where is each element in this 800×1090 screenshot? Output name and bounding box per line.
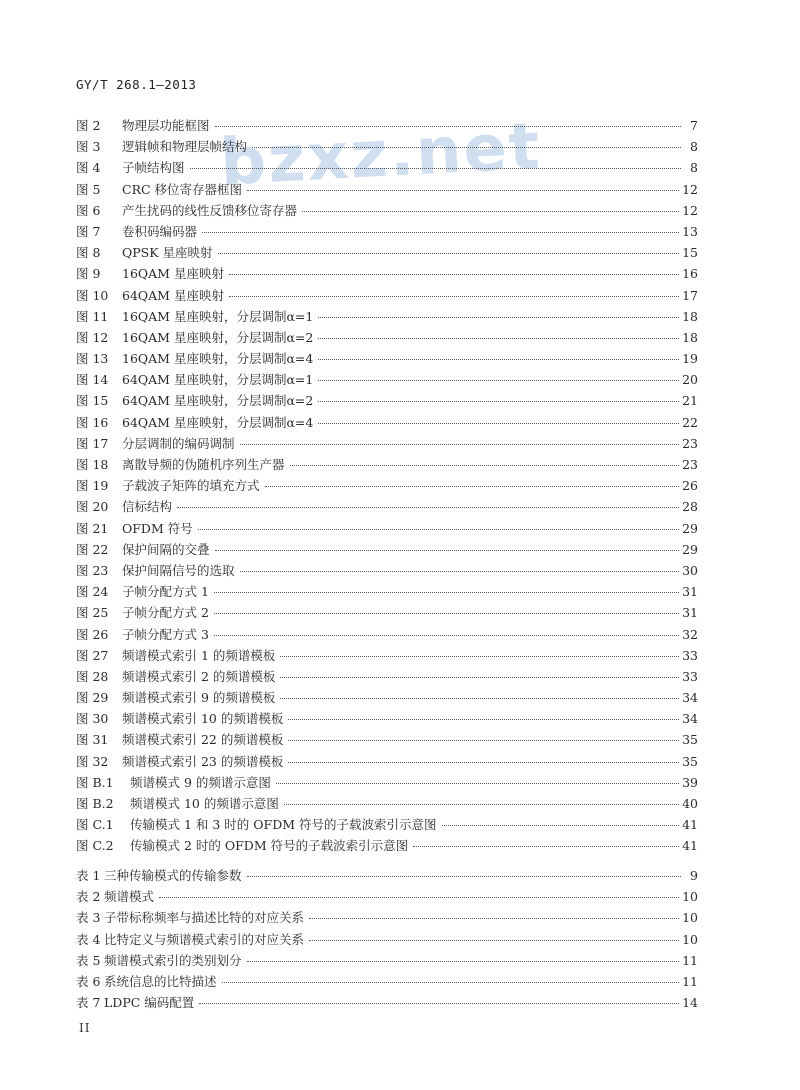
entry-page: 11	[682, 973, 698, 989]
figure-entry[interactable]	[76, 794, 698, 815]
dot-leader	[309, 939, 679, 941]
entry-page: 12	[682, 181, 698, 197]
entry-title: 子载波子矩阵的填充方式	[122, 478, 260, 494]
figure-entry[interactable]	[76, 222, 698, 243]
figure-entry[interactable]	[76, 286, 698, 307]
dot-leader	[222, 981, 680, 983]
dot-leader	[190, 167, 681, 169]
entry-title: 频谱模式索引的类别划分	[104, 952, 242, 968]
entry-title: 分层调制的编码调制	[122, 435, 235, 451]
entry-title: 物理层功能框图	[122, 118, 210, 133]
entry-title: 16QAM 星座映射，分层调制α=2	[122, 329, 314, 345]
dot-leader	[276, 782, 679, 784]
entry-number: 图 3	[76, 139, 101, 155]
figure-entry[interactable]	[76, 413, 698, 434]
entry-page: 8	[690, 139, 698, 155]
watermark: bzxz.net	[218, 109, 544, 201]
figure-entry[interactable]	[76, 646, 698, 667]
entry-title: CRC 移位寄存器框图	[122, 181, 243, 197]
entry-number: 图 4	[76, 160, 101, 176]
dot-leader	[302, 210, 679, 212]
entry-title: 16QAM 星座映射，分层调制α=4	[122, 351, 314, 367]
dot-leader	[252, 146, 681, 148]
dot-leader	[318, 358, 679, 360]
entry-title: 离散导频的伪随机序列生产器	[122, 457, 285, 472]
entry-title: 16QAM 星座映射	[122, 266, 224, 282]
entry-page: 9	[690, 868, 698, 883]
dot-leader	[318, 337, 679, 339]
entry-page: 34	[682, 690, 698, 706]
dot-leader	[218, 252, 680, 254]
dot-leader	[290, 464, 680, 466]
dot-leader	[215, 125, 681, 127]
entry-page: 21	[682, 393, 698, 409]
document-code: GY/T 268.1—2013	[76, 77, 197, 92]
entry-title: 频谱模式索引 1 的频谱模板	[122, 647, 276, 663]
entry-page: 10	[682, 889, 698, 905]
entry-number: 图 22	[76, 541, 109, 557]
entry-title: 保护间隔的交叠	[122, 541, 210, 557]
entry-number: 图 23	[76, 562, 109, 578]
figure-entry[interactable]	[76, 434, 698, 455]
entry-page: 23	[682, 457, 698, 472]
entry-number: 图 16	[76, 414, 109, 430]
entry-page: 34	[682, 711, 698, 727]
entry-number: 图 28	[76, 668, 109, 684]
entry-page: 33	[682, 647, 698, 663]
entry-title: 频谱模式索引 22 的频谱模板	[122, 732, 284, 748]
entry-number: 表 7	[76, 995, 101, 1011]
dot-leader	[247, 960, 680, 962]
dot-leader	[199, 1002, 679, 1004]
table-entry[interactable]	[76, 972, 698, 993]
dot-leader	[202, 231, 679, 233]
dot-leader	[280, 697, 679, 699]
entry-title: 子帧分配方式 3	[122, 626, 209, 642]
dot-leader	[265, 485, 680, 487]
table-entry[interactable]	[76, 866, 698, 887]
entry-title: 子帧分配方式 2	[122, 605, 209, 621]
table-entry[interactable]	[76, 908, 698, 929]
entry-title: 频谱模式索引 10 的频谱模板	[122, 711, 284, 727]
entry-page: 41	[682, 817, 698, 833]
entry-page: 40	[682, 796, 698, 811]
entry-title: 频谱模式索引 2 的频谱模板	[122, 668, 276, 684]
entry-number: 表 3	[76, 910, 101, 926]
entry-title: 系统信息的比特描述	[104, 973, 217, 989]
entry-title: LDPC 编码配置	[104, 995, 195, 1011]
entry-page: 19	[682, 351, 698, 367]
entry-title: 逻辑帧和物理层帧结构	[122, 139, 248, 155]
table-entry[interactable]	[76, 930, 698, 951]
entry-page: 30	[682, 562, 698, 578]
page-number: II	[79, 1021, 91, 1035]
entry-number: 图 10	[76, 287, 109, 303]
dot-leader	[280, 655, 679, 657]
table-list	[76, 866, 698, 1014]
entry-title: 频谱模式 10 的频谱示意图	[130, 796, 279, 811]
entry-number: 图 7	[76, 223, 101, 239]
figure-entry[interactable]	[76, 582, 698, 603]
entry-number: 图 25	[76, 605, 109, 621]
entry-title: 子帧结构图	[122, 160, 185, 176]
entry-title: 64QAM 星座映射，分层调制α=1	[122, 372, 314, 388]
figure-entry[interactable]	[76, 370, 698, 391]
figure-entry[interactable]	[76, 137, 698, 158]
figure-entry[interactable]	[76, 815, 698, 836]
entry-title: 传输模式 2 时的 OFDM 符号的子载波索引示意图	[130, 838, 409, 854]
entry-page: 33	[682, 668, 698, 684]
entry-page: 22	[682, 414, 698, 430]
dot-leader	[318, 400, 679, 402]
entry-number: 图 8	[76, 245, 101, 261]
figure-entry[interactable]	[76, 561, 698, 582]
entry-number: 图 19	[76, 478, 109, 494]
entry-number: 表 4	[76, 931, 101, 947]
entry-page: 16	[682, 266, 698, 282]
entry-number: 图 6	[76, 202, 101, 218]
entry-number: 图 2	[76, 118, 101, 133]
entry-number: 图 32	[76, 753, 109, 769]
entry-page: 10	[682, 931, 698, 947]
entry-number: 图 24	[76, 584, 109, 600]
dot-leader	[229, 273, 679, 275]
entry-number: 图 31	[76, 732, 109, 748]
entry-number: 图 15	[76, 393, 109, 409]
entry-title: 卷积码编码器	[122, 223, 198, 239]
entry-title: 16QAM 星座映射，分层调制α=1	[122, 308, 314, 324]
entry-number: 图 26	[76, 626, 109, 642]
entry-page: 29	[682, 520, 698, 536]
entry-title: 子帧分配方式 1	[122, 584, 209, 600]
dot-leader	[318, 422, 679, 424]
entry-title: 子带标称频率与描述比特的对应关系	[104, 910, 305, 926]
entry-title: 频谱模式索引 23 的频谱模板	[122, 753, 284, 769]
dot-leader	[229, 295, 679, 297]
entry-number: 图 30	[76, 711, 109, 727]
figure-entry[interactable]	[76, 116, 698, 137]
entry-page: 12	[682, 202, 698, 218]
entry-page: 17	[682, 287, 698, 303]
entry-number: 图 27	[76, 647, 109, 663]
figure-entry[interactable]	[76, 476, 698, 497]
table-entry[interactable]	[76, 951, 698, 972]
figure-entry[interactable]	[76, 243, 698, 264]
entry-title: 保护间隔信号的选取	[122, 562, 235, 578]
figure-entry[interactable]	[76, 264, 698, 285]
figure-entry[interactable]	[76, 667, 698, 688]
dot-leader	[247, 875, 681, 877]
dot-leader	[177, 506, 679, 508]
entry-number: 图 14	[76, 372, 109, 388]
entry-number: 图 B.1	[76, 774, 114, 790]
dot-leader	[318, 316, 679, 318]
figure-entry[interactable]	[76, 180, 698, 201]
entry-page: 8	[690, 160, 698, 176]
entry-number: 图 5	[76, 181, 101, 197]
entry-number: 图 18	[76, 457, 109, 472]
dot-leader	[214, 634, 679, 636]
dot-leader	[215, 549, 680, 551]
entry-title: 信标结构	[122, 499, 173, 515]
figure-entry[interactable]	[76, 773, 698, 794]
entry-page: 28	[682, 499, 698, 515]
dot-leader	[284, 803, 679, 805]
entry-page: 23	[682, 435, 698, 451]
dot-leader	[240, 443, 680, 445]
dot-leader	[442, 824, 680, 826]
entry-number: 表 1	[76, 868, 101, 883]
figure-entry[interactable]	[76, 307, 698, 328]
entry-title: 三种传输模式的传输参数	[104, 868, 242, 883]
dot-leader	[288, 739, 679, 741]
entry-number: 表 6	[76, 973, 101, 989]
figure-entry[interactable]	[76, 519, 698, 540]
entry-page: 29	[682, 541, 698, 557]
entry-number: 图 13	[76, 351, 109, 367]
entry-title: 64QAM 星座映射	[122, 287, 224, 303]
dot-leader	[247, 189, 679, 191]
figure-entry[interactable]	[76, 709, 698, 730]
entry-title: 传输模式 1 和 3 时的 OFDM 符号的子载波索引示意图	[130, 817, 437, 833]
figure-entry[interactable]	[76, 391, 698, 412]
entry-number: 表 2	[76, 889, 101, 905]
entry-page: 13	[682, 223, 698, 239]
figure-entry[interactable]	[76, 158, 698, 179]
figure-entry[interactable]	[76, 752, 698, 773]
entry-number: 图 12	[76, 329, 109, 345]
figure-entry[interactable]	[76, 625, 698, 646]
entry-page: 18	[682, 308, 698, 324]
dot-leader	[280, 676, 679, 678]
figure-entry[interactable]	[76, 836, 698, 857]
entry-title: 频谱模式	[104, 889, 155, 905]
dot-leader	[214, 591, 679, 593]
dot-leader	[159, 896, 679, 898]
entry-page: 10	[682, 910, 698, 926]
entry-number: 图 11	[76, 308, 109, 324]
entry-page: 31	[682, 605, 698, 621]
dot-leader	[413, 845, 679, 847]
figure-entry[interactable]	[76, 201, 698, 222]
entry-number: 图 17	[76, 435, 109, 451]
table-entry[interactable]	[76, 993, 698, 1014]
entry-number: 图 21	[76, 520, 109, 536]
dot-leader	[198, 528, 679, 530]
entry-page: 32	[682, 626, 698, 642]
entry-page: 35	[682, 753, 698, 769]
entry-number: 图 29	[76, 690, 109, 706]
entry-title: OFDM 符号	[122, 520, 193, 536]
table-entry[interactable]	[76, 887, 698, 908]
entry-title: QPSK 星座映射	[122, 245, 213, 261]
dot-leader	[214, 612, 679, 614]
entry-page: 39	[682, 774, 698, 790]
figure-entry[interactable]	[76, 730, 698, 751]
entry-number: 图 C.2	[76, 838, 114, 854]
figure-entry[interactable]	[76, 497, 698, 518]
entry-title: 频谱模式索引 9 的频谱模板	[122, 690, 276, 706]
dot-leader	[318, 379, 679, 381]
entry-page: 15	[682, 245, 698, 261]
entry-page: 31	[682, 584, 698, 600]
figure-entry[interactable]	[76, 328, 698, 349]
figure-list	[76, 116, 698, 858]
entry-title: 比特定义与频谱模式索引的对应关系	[104, 931, 305, 947]
entry-page: 7	[690, 118, 698, 133]
entry-title: 产生扰码的线性反馈移位寄存器	[122, 202, 298, 218]
figure-entry[interactable]	[76, 540, 698, 561]
entry-page: 14	[682, 995, 698, 1011]
dot-leader	[309, 917, 679, 919]
entry-page: 26	[682, 478, 698, 494]
figure-entry[interactable]	[76, 603, 698, 624]
entry-title: 64QAM 星座映射，分层调制α=4	[122, 414, 314, 430]
entry-number: 图 C.1	[76, 817, 114, 833]
dot-leader	[240, 570, 680, 572]
figure-entry[interactable]	[76, 349, 698, 370]
entry-number: 图 9	[76, 266, 101, 282]
entry-title: 64QAM 星座映射，分层调制α=2	[122, 393, 314, 409]
figure-entry[interactable]	[76, 688, 698, 709]
dot-leader	[288, 718, 679, 720]
entry-page: 18	[682, 329, 698, 345]
figure-entry[interactable]	[76, 455, 698, 476]
entry-number: 图 B.2	[76, 796, 114, 811]
entry-page: 11	[682, 952, 698, 968]
entry-number: 图 20	[76, 499, 109, 515]
dot-leader	[288, 761, 679, 763]
entry-page: 35	[682, 732, 698, 748]
entry-number: 表 5	[76, 952, 101, 968]
entry-title: 频谱模式 9 的频谱示意图	[130, 774, 271, 790]
entry-page: 20	[682, 372, 698, 388]
entry-page: 41	[682, 838, 698, 854]
